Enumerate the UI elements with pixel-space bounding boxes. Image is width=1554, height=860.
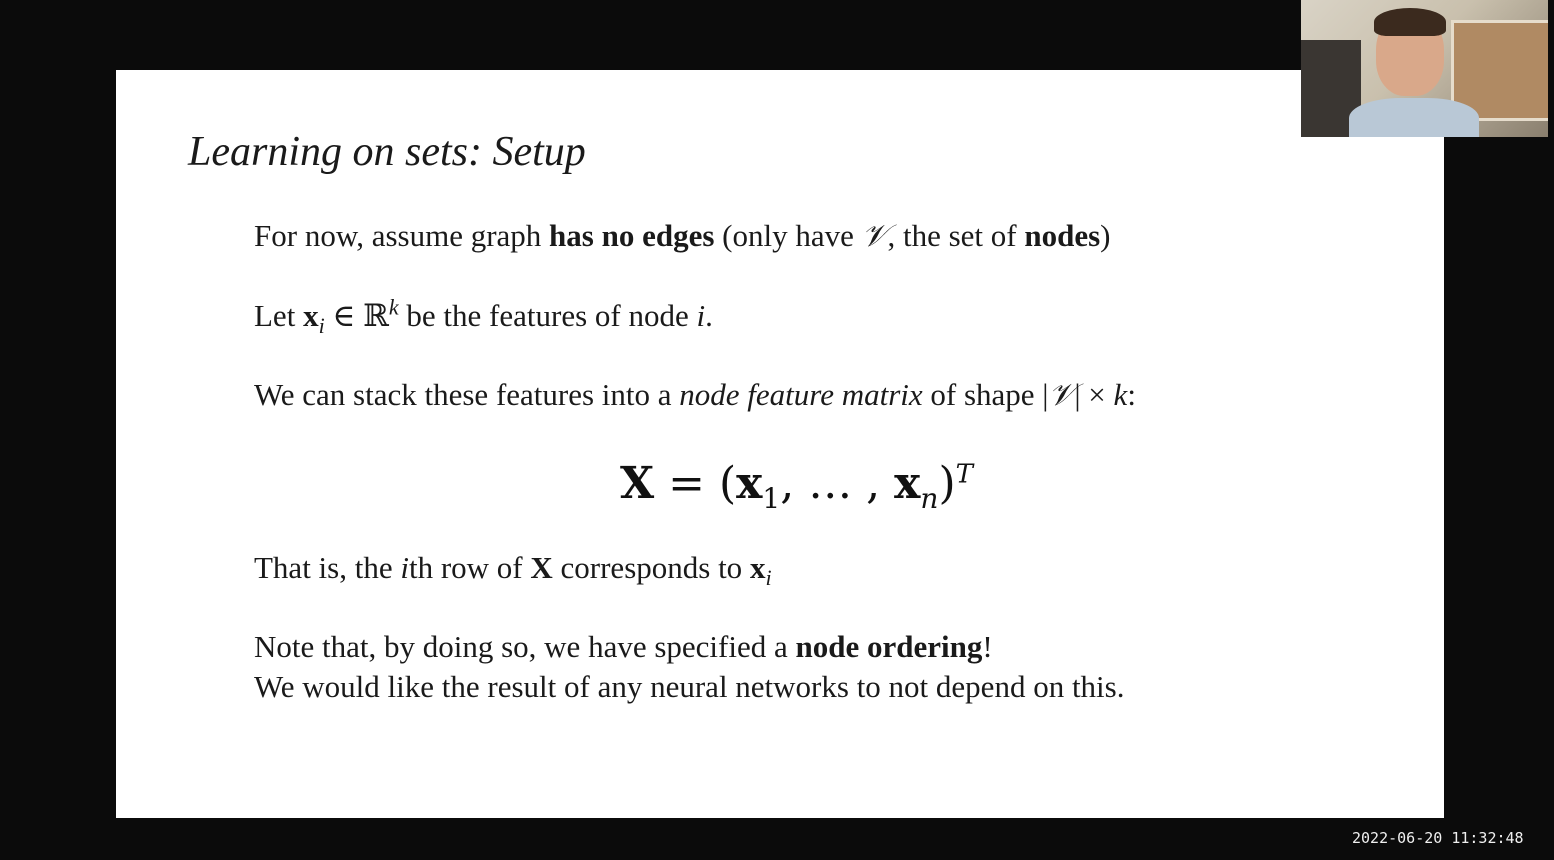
text-run: ∈ ℝ xyxy=(324,298,389,333)
text-run: corresponds to xyxy=(552,550,750,585)
math-paren: ) xyxy=(938,458,956,509)
math-matrix: X xyxy=(530,550,553,585)
speaker-shirt xyxy=(1349,98,1479,137)
math-superscript: k xyxy=(388,294,399,320)
text-run: ) xyxy=(1100,218,1111,253)
math-symbol: k xyxy=(1113,377,1128,412)
text-run: Let xyxy=(254,298,304,333)
math-symbol: i xyxy=(400,550,409,585)
webcam-video-thumbnail[interactable] xyxy=(1301,0,1548,137)
italic-text: node feature matrix xyxy=(679,377,923,412)
text-run: be the features of node xyxy=(398,298,697,333)
math-subscript: i xyxy=(765,565,772,591)
text-run: of shape | xyxy=(922,377,1049,412)
math-ellipsis: , … , xyxy=(780,458,895,509)
presentation-slide xyxy=(116,70,1444,818)
text-run: (only have xyxy=(714,218,862,253)
text-run: : xyxy=(1127,377,1136,412)
math-superscript: T xyxy=(955,459,973,490)
text-line-no-edges xyxy=(254,218,1110,255)
math-subscript: n xyxy=(920,481,939,515)
math-vector: x xyxy=(736,458,763,509)
math-vector: x xyxy=(894,458,921,509)
text-run: | × xyxy=(1074,377,1114,412)
math-operator: = ( xyxy=(654,458,737,509)
matrix-equation xyxy=(620,458,973,515)
slide-title: Learning on sets: Setup xyxy=(188,129,586,175)
math-vector: x xyxy=(749,550,766,585)
text-run: , the set of xyxy=(887,218,1025,253)
math-matrix: X xyxy=(620,458,655,509)
text-line-node-ordering xyxy=(254,629,993,665)
bold-text: has no edges xyxy=(549,218,715,253)
text-run: th row of xyxy=(408,550,531,585)
text-line-row xyxy=(254,550,772,591)
text-run: That is, the xyxy=(254,550,401,585)
math-vector: x xyxy=(303,298,319,333)
math-symbol: 𝒱 xyxy=(861,218,888,253)
text-line-feature-matrix xyxy=(254,377,1136,414)
text-run: ! xyxy=(982,629,993,664)
text-run: Note that, by doing so, we have specified a xyxy=(254,629,796,664)
speaker-hair xyxy=(1374,8,1446,36)
math-symbol: i xyxy=(696,298,706,333)
bold-text: node ordering xyxy=(795,629,983,664)
math-subscript: 1 xyxy=(762,481,781,515)
math-subscript: i xyxy=(318,313,325,339)
text-run: We can stack these features into a xyxy=(254,377,680,412)
text-line-features xyxy=(254,294,713,339)
recording-timestamp: 2022-06-20 11:32:48 xyxy=(1352,829,1524,847)
bold-text: nodes xyxy=(1024,218,1101,253)
text-run: For now, assume graph xyxy=(254,218,550,253)
math-symbol: 𝒱 xyxy=(1048,377,1075,412)
text-run: . xyxy=(705,298,713,333)
text-line-invariance: We would like the result of any neural networks to not depend on this. xyxy=(254,669,1125,704)
